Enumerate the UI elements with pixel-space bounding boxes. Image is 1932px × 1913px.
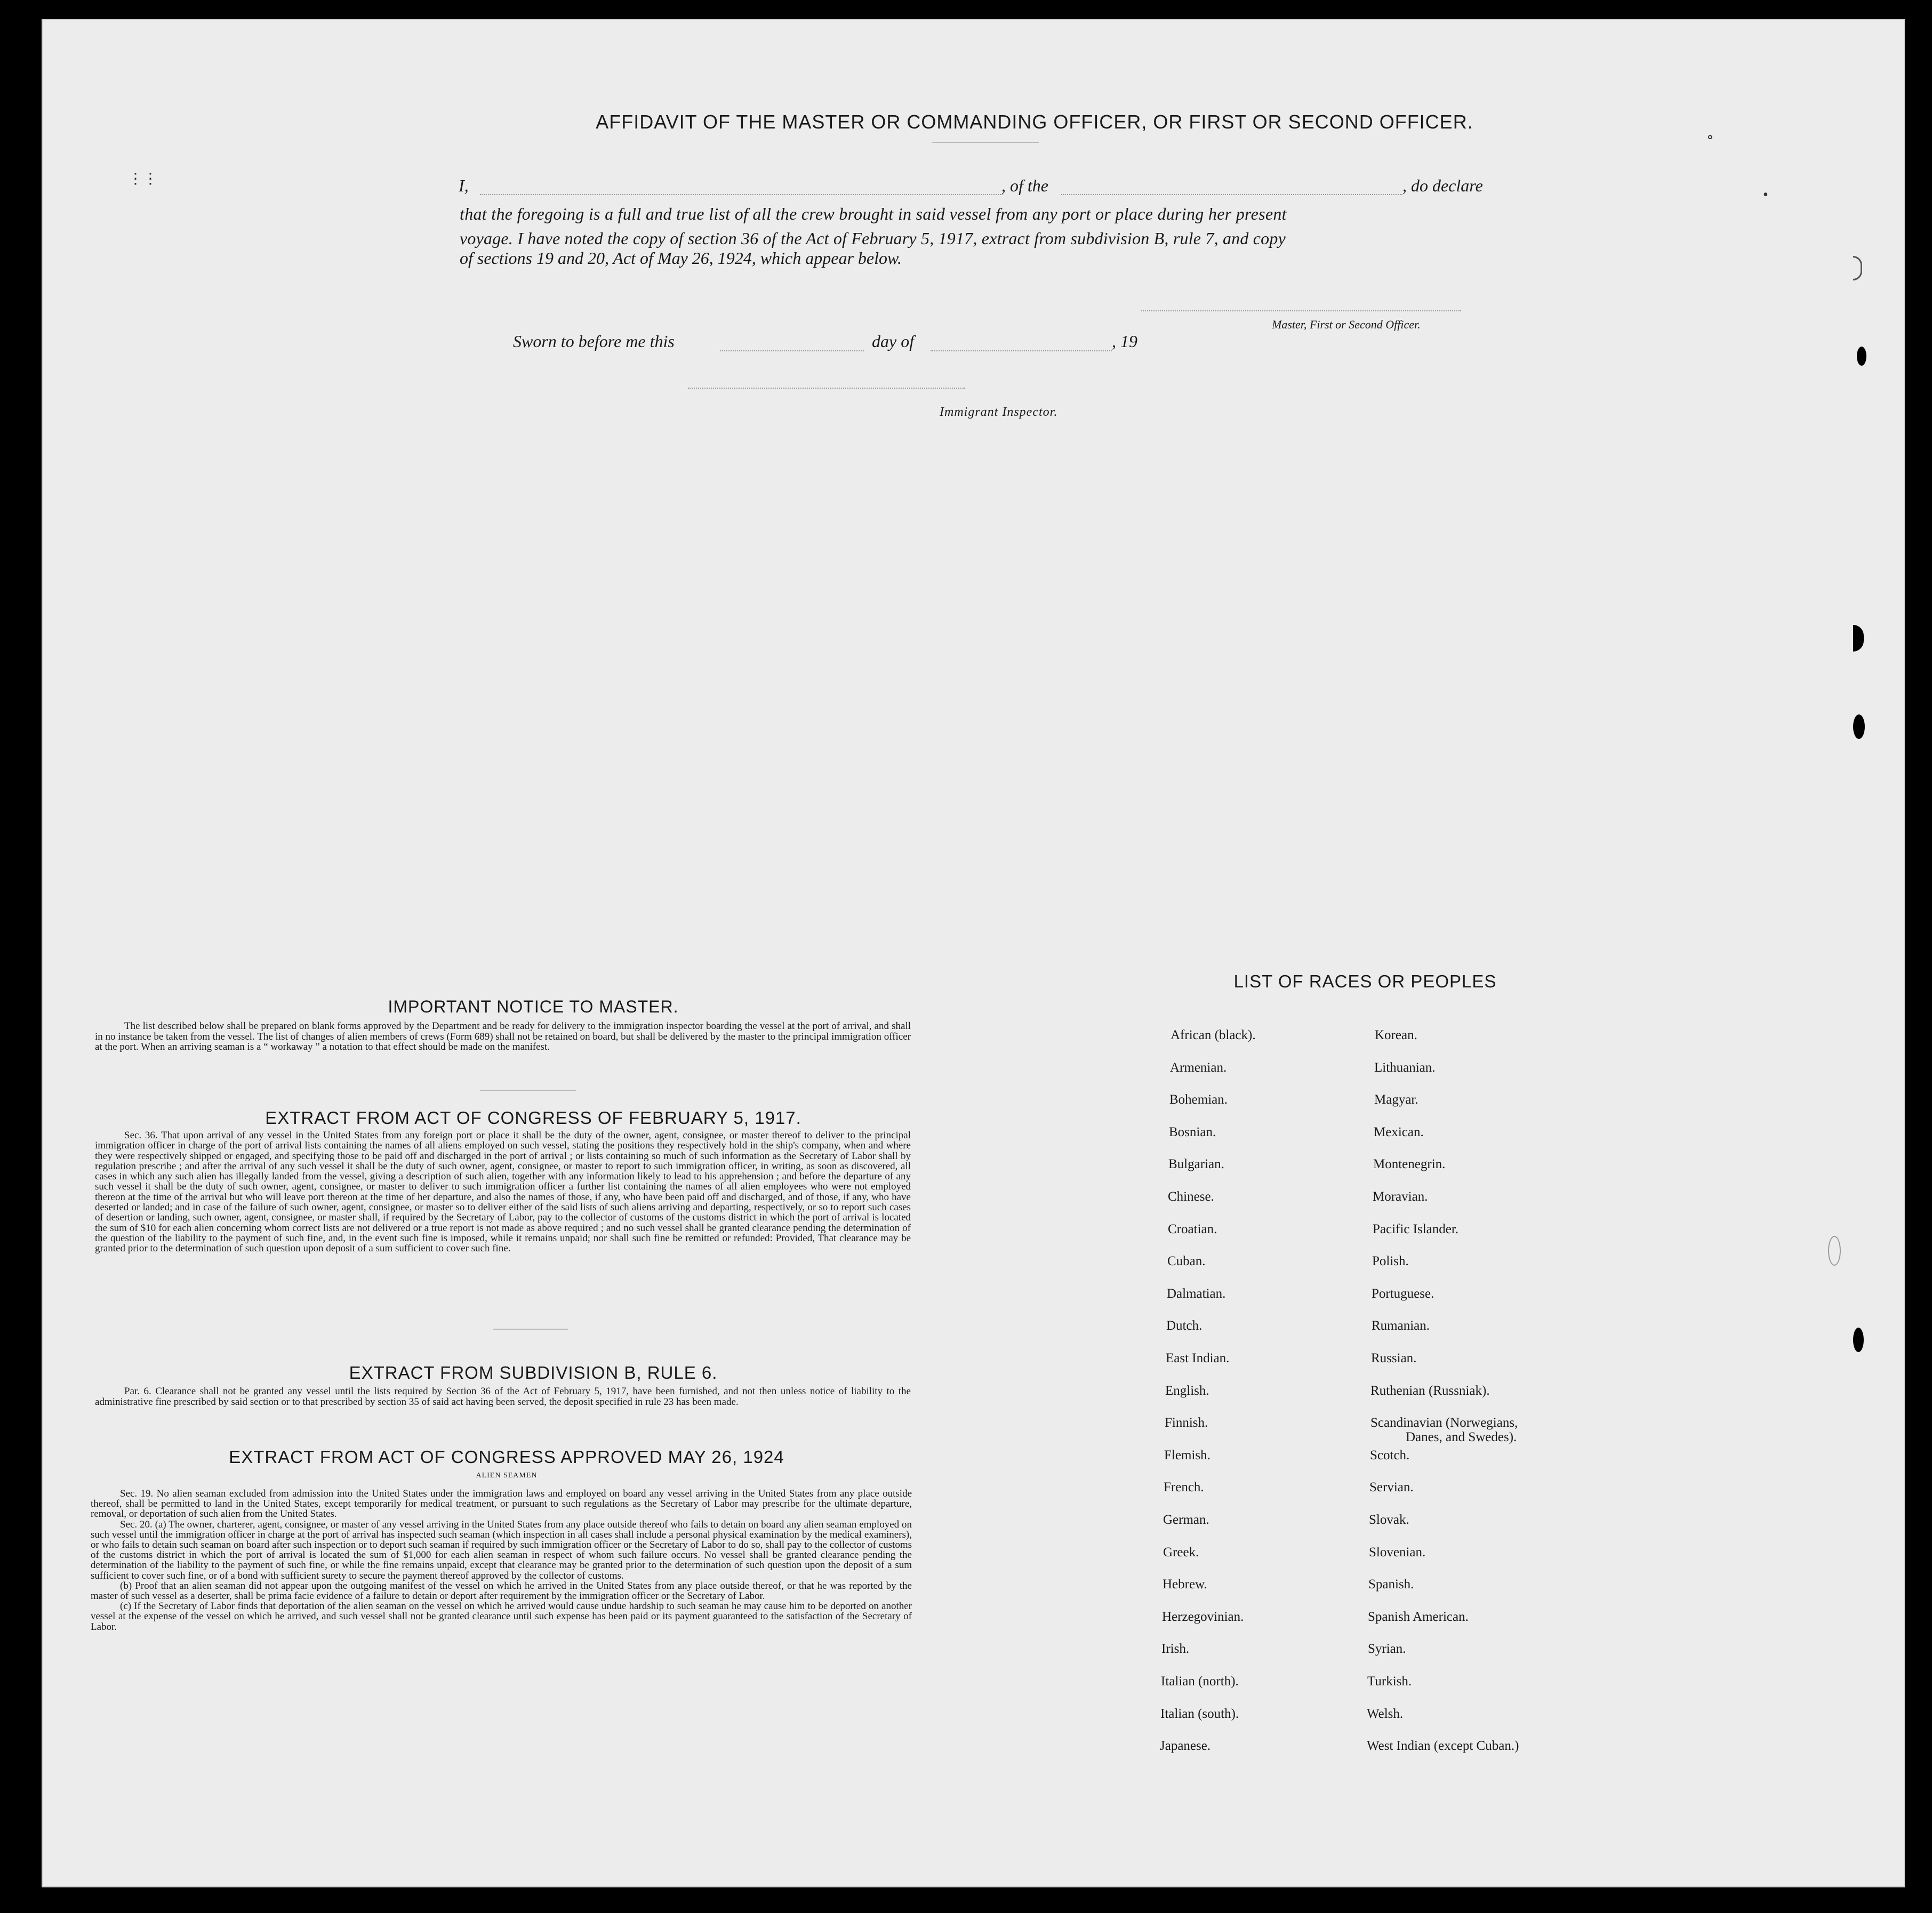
alien-seamen-subheading: ALIEN SEAMEN xyxy=(476,1472,538,1480)
notice-body xyxy=(95,1021,911,1052)
extract-1924-body xyxy=(91,1489,912,1632)
affidavit-line2: that the foregoing is a full and true list of all the crew brought in said vessel from any port or place during her present xyxy=(460,204,1287,223)
race-item: Magyar. xyxy=(1374,1092,1418,1107)
race-item: Dalmatian. xyxy=(1167,1287,1226,1301)
sworn-year-label: , 19 xyxy=(1112,332,1137,351)
name-field[interactable] xyxy=(480,194,1003,195)
notice-heading: IMPORTANT NOTICE TO MASTER. xyxy=(388,997,679,1016)
race-item: Turkish. xyxy=(1367,1674,1412,1689)
inspector-signature-line[interactable] xyxy=(688,388,965,389)
race-item: Hebrew. xyxy=(1163,1577,1207,1592)
affidavit-of-the-label: , of the xyxy=(1001,176,1048,195)
race-item: Spanish. xyxy=(1368,1577,1414,1592)
extract-1917-body xyxy=(95,1130,911,1254)
master-signature-line[interactable] xyxy=(1141,310,1461,311)
race-item: Greek. xyxy=(1163,1545,1199,1560)
punch-hole-2 xyxy=(1857,347,1866,366)
race-item-continuation: Danes, and Swedes). xyxy=(1406,1430,1517,1444)
race-item: Polish. xyxy=(1372,1254,1409,1268)
race-item: Cuban. xyxy=(1167,1254,1206,1268)
race-item: Portuguese. xyxy=(1372,1287,1434,1301)
extract-rule6-text: Par. 6. Clearance shall not be granted any vessel until the lists required by Section 36 of the Act of February 5, 1917, have been furnished, and not then unless notice of liability to the administrative fine prescribed by said section or to that prescribed by section 35 of said act having been served, the deposit specified in rule 23 has been made. xyxy=(95,1386,911,1408)
affidavit-line3: voyage. I have noted the copy of section 36 of the Act of February 5, 1917, extract from subdivision B, rule 7, and copy xyxy=(460,229,1286,248)
race-item: Bohemian. xyxy=(1169,1092,1228,1107)
heading-rule xyxy=(932,142,1039,143)
affidavit-line4: of sections 19 and 20, Act of May 26, 1924, which appear below. xyxy=(460,248,902,268)
sworn-label: Sworn to before me this xyxy=(513,332,675,351)
punch-hole-5 xyxy=(1828,1236,1841,1266)
race-item: Pacific Islander. xyxy=(1373,1222,1459,1236)
extract-rule6-heading: EXTRACT FROM SUBDIVISION B, RULE 6. xyxy=(349,1363,718,1382)
corner-mark: ∘ xyxy=(1706,129,1714,146)
race-item: East Indian. xyxy=(1166,1351,1230,1365)
race-item: Japanese. xyxy=(1160,1739,1211,1753)
race-item: Flemish. xyxy=(1164,1448,1210,1462)
vessel-name-field[interactable] xyxy=(1061,194,1402,195)
race-item: Bulgarian. xyxy=(1168,1157,1224,1171)
affidavit-heading: AFFIDAVIT OF THE MASTER OR COMMANDING OFFICER, OR FIRST OR SECOND OFFICER. xyxy=(596,111,1473,133)
race-item: Bosnian. xyxy=(1169,1125,1216,1139)
margin-mark: ⋮⋮ xyxy=(128,171,158,187)
race-item: Rumanian. xyxy=(1372,1319,1430,1333)
race-item: Scotch. xyxy=(1370,1448,1410,1462)
section-rule xyxy=(480,1090,576,1091)
race-item: Montenegrin. xyxy=(1373,1157,1446,1171)
margin-mark: • xyxy=(1763,187,1768,203)
extract-1917-heading: EXTRACT FROM ACT OF CONGRESS OF FEBRUARY 5, 1917. xyxy=(265,1108,801,1128)
race-item: Italian (south). xyxy=(1160,1707,1239,1721)
notice-text: The list described below shall be prepared on blank forms approved by the Department and be ready for delivery to the immigration inspector boarding the vessel at the port of arrival, and shall in no instance be taken from the vessel. The list of changes of alien members of crews (Form 689) shall not be retained on board, but shall be delivered by the master to the principal immigration officer at the port. When an arriving seaman is a “ workaway ” a notation to that effect should be made on the manifest. xyxy=(95,1020,911,1052)
race-item: Moravian. xyxy=(1373,1189,1428,1204)
race-item: Korean. xyxy=(1375,1028,1417,1042)
extract-1917-text: Sec. 36. That upon arrival of any vessel in the United States from any foreign port or place it shall be the duty of the owner, agent, consignee, or master thereof to deliver to the principal immigration officer in charge of the port of arrival lists containing the names of all aliens employed on such vessel, stating the positions they respectively hold in the ship's company, when and where they were respectively shipped or engaged, and specifying those to be paid off and discharged in the port of arrival ; or lists containing so much of such information as the Secretary of Labor shall by regulation prescribe ; and after the arrival of any such vessel it shall be the duty of such owner, agent, consignee, or master to report to such immigration officer, in writing, as soon as discovered, all cases in which any such alien has illegally landed from the vessel, giving a description of such alien, together with any information likely to lead to his apprehension ; and before the departure of any such vessel it shall be the duty of such owner, agent, consignee, or master to deliver to such immigration officer a further list containing the names of all alien employees who were not employed thereon at the time of the arrival but who will leave port thereon at the time of her departure, and also the names of those, if any, who have been paid off and discharged, and of those, if any, who have deserted or landed; and in case of the failure of such owner, agent, consignee, or master so to deliver either of the said lists of such aliens arriving and departing, respectively, or so to report such cases of desertion or landing, such owner, agent, consignee, or master shall, if required by the Secretary of Labor, pay to the collector of customs of the customs district in which the port of arrival is located the sum of $10 for each alien concerning whom correct lists are not delivered or a true report is not made as above required ; and no such vessel shall be granted clearance pending the determination of the question of the liability to the payment of such fine, and, in the event such fine is imposed, while it remains unpaid; nor shall such fine be remitted or refunded: Provided, That clearance may be granted prior to the determination of such question upon deposit of a sum sufficient to cover such fine. xyxy=(95,1130,911,1255)
affidavit-line1 xyxy=(459,176,1504,196)
race-item: Welsh. xyxy=(1367,1707,1404,1721)
race-item: Chinese. xyxy=(1168,1189,1214,1204)
race-item: Slovenian. xyxy=(1369,1545,1426,1560)
race-item: Slovak. xyxy=(1369,1513,1409,1527)
punch-hole-4 xyxy=(1853,714,1865,739)
race-item: Scandinavian (Norwegians, xyxy=(1370,1416,1518,1430)
master-signature-label: Master, First or Second Officer. xyxy=(1272,318,1421,331)
race-item: Irish. xyxy=(1161,1642,1190,1656)
race-item: Mexican. xyxy=(1374,1125,1424,1139)
affidavit-i-label: I, xyxy=(459,176,469,195)
sec20b-text: (b) Proof that an alien seaman did not appear upon the outgoing manifest of the vessel on which he arrived in the United States from any place outside thereof, or that he was reported by the master of such vessel as a deserter, shall be prima facie evidence of a failure to detain or deport after requirement by the immigration officer or the Secretary of Labor. xyxy=(91,1580,912,1602)
race-item: Finnish. xyxy=(1165,1416,1208,1430)
day-of-label: day of xyxy=(872,332,915,351)
race-item: African (black). xyxy=(1171,1028,1256,1042)
race-item: Lithuanian. xyxy=(1374,1060,1436,1075)
race-item: Dutch. xyxy=(1166,1319,1203,1333)
extract-rule6-body xyxy=(95,1386,911,1407)
race-item: Herzegovinian. xyxy=(1162,1610,1244,1624)
inspector-label: Immigrant Inspector. xyxy=(940,405,1058,419)
affidavit-declare-label: , do declare xyxy=(1402,176,1483,195)
section-rule xyxy=(493,1329,568,1330)
punch-hole-6 xyxy=(1853,1328,1864,1352)
race-item: German. xyxy=(1163,1513,1209,1527)
sec20a-text: Sec. 20. (a) The owner, charterer, agent, consignee, or master of any vessel arriving in the United States from any place outside thereof who fails to detain on board any alien seaman employed on such vessel until the immigration officer in charge at the port of arrival has inspected such seaman (which inspection in all cases shall include a personal physical examination by the medical examiners), or who fails to detain such seaman on board after such inspection or to deport such seaman if required by such immigration officer or the Secretary of Labor to do so, shall pay to the collector of customs of the customs district in which the port of arrival is located the sum of $1,000 for each alien seaman in respect of whom such failure occurs. No vessel shall be granted clearance pending the determination of the liability to the payment of such fine, or while the fine remains unpaid, except that clearance may be granted prior to the determination of such question upon the deposit of a sum sufficient to cover such fine, or of a bond with sufficient surety to secure the payment thereof approved by the collector of customs. xyxy=(91,1518,912,1581)
sec20c-text: (c) If the Secretary of Labor finds that deportation of the alien seaman on the vessel on which he arrived would cause undue hardship to such seaman he may cause him to be deported on another vessel at the expense of the vessel on which he arrived, and such vessel shall not be granted clearance until such expense has been paid or its payment guaranteed to the satisfaction of the Secretary of Labor. xyxy=(91,1601,912,1633)
sworn-month-field[interactable] xyxy=(931,350,1112,351)
race-item: English. xyxy=(1165,1384,1209,1398)
race-item: French. xyxy=(1164,1480,1204,1494)
race-item: Servian. xyxy=(1369,1480,1414,1494)
race-item: Russian. xyxy=(1371,1351,1417,1365)
sworn-day-field[interactable] xyxy=(720,350,864,351)
race-item: Armenian. xyxy=(1170,1060,1227,1075)
sec19-text: Sec. 19. No alien seaman excluded from admission into the United States under the immigration laws and employed on board any vessel arriving in the United States from any place outside thereof, shall be permitted to land in the United States, except temporarily for medical treatment, or pursuant to such regulations as the Secretary of Labor may prescribe for the ultimate departure, removal, or deportation of such alien from the United States. xyxy=(91,1488,912,1520)
race-item: Syrian. xyxy=(1368,1642,1406,1656)
race-item: West Indian (except Cuban.) xyxy=(1367,1739,1519,1753)
extract-1924-heading: EXTRACT FROM ACT OF CONGRESS APPROVED MAY 26, 1924 xyxy=(229,1447,784,1467)
race-item: Ruthenian (Russniak). xyxy=(1370,1384,1490,1398)
race-item: Italian (north). xyxy=(1161,1674,1239,1689)
race-item: Croatian. xyxy=(1168,1222,1217,1236)
race-item: Spanish American. xyxy=(1368,1610,1469,1624)
races-heading: LIST OF RACES OR PEOPLES xyxy=(1233,971,1497,991)
